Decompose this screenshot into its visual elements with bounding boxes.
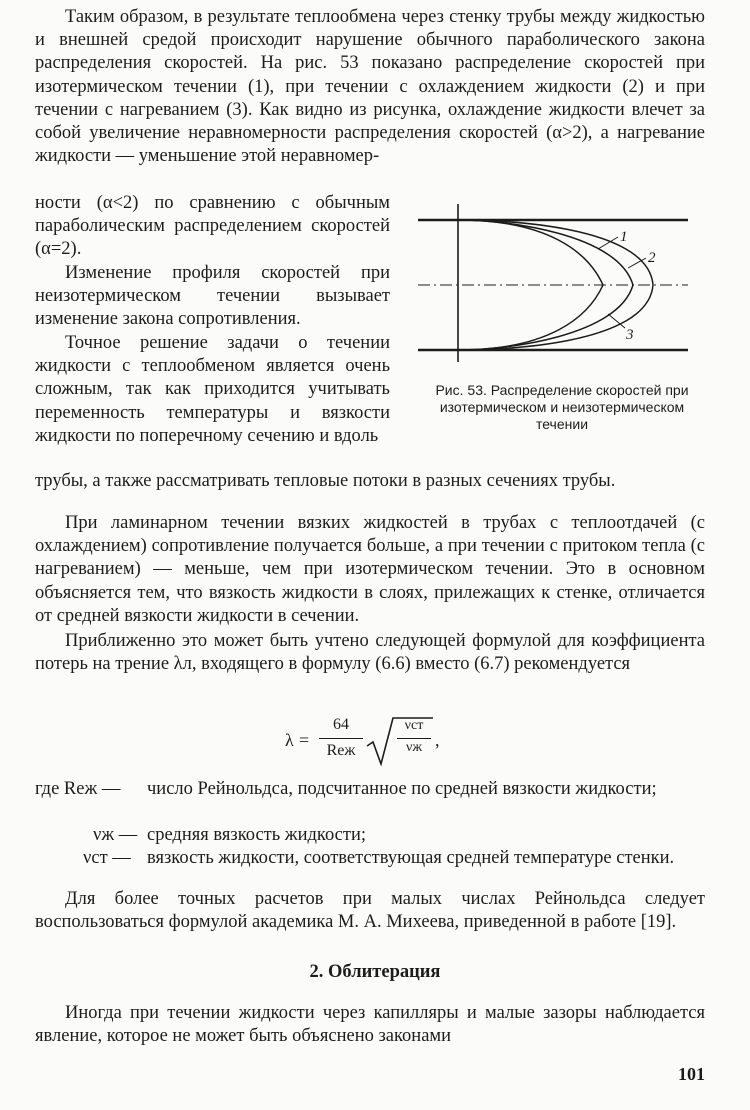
definition-text: средняя вязкость жидкости; [147,825,367,845]
paragraph-1-continued: ности (α<2) по сравнению с обычным параболическим распределением скоростей (α=2). [35,193,390,260]
definition-term: где Reж — [35,779,121,799]
root-fraction-bar [397,738,431,739]
paragraph-1: Таким образом, в результате теплообмена через стенку трубы между жидкостью и внешней средой происходит нарушение обычного параболического закона распределения скоростей. На рис. 53 показано распределение скоростей при изотермическом течении (1), при течении с охлаждением жидкости (2) и при течении с нагреванием (3). Как видно из рисунка, охлаждение жидкости влечет за собой увеличение неравномерности распределения скоростей (α>2), а нагревание жидкости — уменьшение этой неравномер- [35,7,705,167]
friction-formula [285,716,485,768]
formula-comma: , [435,730,440,750]
figure-caption: Рис. 53. Распределение скоростей при изотермическом и неизотермическом течении [435,382,689,432]
figure-label-2: 2 [648,250,656,266]
root-denominator: νж [405,740,422,755]
formula-lambda: λ [285,730,294,750]
paragraph-5: Приближенно это может быть учтено следующей формулой для коэффициента потерь на трение λл, входящего в формулу (6.6) вместо (6.7) рекомендуется [35,631,705,675]
formula-numerator: 64 [333,716,349,733]
formula-denominator: Reж [326,742,356,759]
definition-term: νст — [83,848,131,868]
paragraph-7: Иногда при течении жидкости через капилляры и малые зазоры наблюдается явление, которое не может быть объяснено законами [35,1003,705,1047]
page-number: 101 [678,1064,705,1084]
paragraph-4: При ламинарном течении вязких жидкостей в трубах с теплоотдачей (с охлаждением) сопротивление получается больше, а при течении с притоком тепла (с нагреванием) — меньше, чем при изотермическом течении. Это в основном объясняется тем, что вязкость жидкости в слоях, прилежащих к стенке, отличается от средней вязкости жидкости в сечении. [35,513,705,626]
definition-nu-zh [35,824,705,848]
figure-label-1: 1 [620,229,628,245]
formula-fraction-bar [319,738,363,739]
root-numerator: νст [404,718,424,733]
formula-equals: = [299,730,310,750]
definition-text: вязкость жидкости, соответствующая средней температуре стенки. [147,848,675,868]
figure-label-3: 3 [626,327,634,343]
section-heading: 2. Облитерация [309,962,441,982]
definition-term: νж — [93,825,138,845]
definition-text: число Рейнольдса, подсчитанное по средней вязкости жидкости; [147,779,657,799]
paragraph-6: Для более точных расчетов при малых числах Рейнольдса следует воспользоваться формулой академика М. А. Михеева, приведенной в работе [19]. [35,889,705,933]
paragraph-2: Изменение профиля скоростей при неизотермическом течении вызывает изменение закона сопротивления. [35,263,390,330]
definition-re [35,778,705,826]
paragraph-3-continued: трубы, а также рассматривать тепловые потоки в разных сечениях трубы. [35,471,616,491]
paragraph-3: Точное решение задачи о течении жидкости с теплообменом является очень сложным, так как приходится учитывать переменность температуры и вязкости жидкости по поперечному сечению и вдоль [35,333,390,446]
